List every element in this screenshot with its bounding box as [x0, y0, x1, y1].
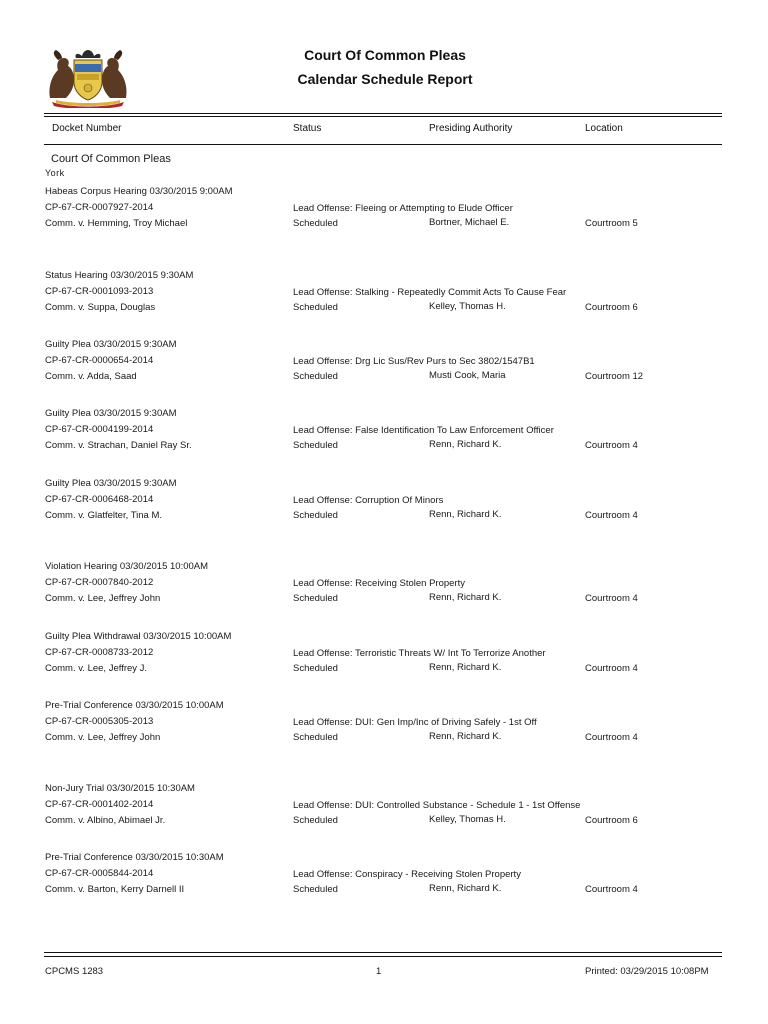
case-event: Guilty Plea 03/30/2015 9:30AM — [45, 478, 177, 489]
case-entry — [0, 186, 768, 246]
header-rule-top — [44, 113, 722, 114]
footer-page-number: 1 — [376, 966, 382, 977]
case-location: Courtroom 6 — [585, 302, 638, 313]
case-docket-number: CP-67-CR-0004199-2014 — [45, 424, 154, 435]
case-docket-number: CP-67-CR-0001402-2014 — [45, 799, 154, 810]
case-status: Scheduled — [293, 371, 338, 382]
case-docket-number: CP-67-CR-0000654-2014 — [45, 355, 154, 366]
case-event: Guilty Plea 03/30/2015 9:30AM — [45, 339, 177, 350]
case-lead-offense: Lead Offense: DUI: Gen Imp/Inc of Driving Safely - 1st Off — [293, 717, 537, 728]
case-presiding-authority: Renn, Richard K. — [429, 592, 502, 603]
case-parties: Comm. v. Lee, Jeffrey John — [45, 732, 161, 743]
footer-rule-bottom — [44, 956, 722, 957]
case-presiding-authority: Renn, Richard K. — [429, 509, 502, 520]
case-parties: Comm. v. Strachan, Daniel Ray Sr. — [45, 440, 192, 451]
case-event: Violation Hearing 03/30/2015 10:00AM — [45, 561, 209, 572]
header-rule-bottom — [44, 144, 722, 145]
case-entry — [0, 339, 768, 399]
case-parties: Comm. v. Lee, Jeffrey John — [45, 593, 161, 604]
case-parties: Comm. v. Albino, Abimael Jr. — [45, 815, 166, 826]
case-location: Courtroom 5 — [585, 218, 638, 229]
column-header-status: Status — [293, 123, 322, 134]
case-entry — [0, 561, 768, 621]
case-lead-offense: Lead Offense: Stalking - Repeatedly Commit Acts To Cause Fear — [293, 287, 567, 298]
case-location: Courtroom 4 — [585, 732, 638, 743]
case-status: Scheduled — [293, 218, 338, 229]
case-status: Scheduled — [293, 815, 338, 826]
case-lead-offense: Lead Offense: False Identification To Law Enforcement Officer — [293, 425, 554, 436]
case-lead-offense: Lead Offense: Drg Lic Sus/Rev Purs to Sec 3802/1547B1 — [293, 356, 535, 367]
case-status: Scheduled — [293, 302, 338, 313]
report-title: Calendar Schedule Report — [297, 71, 473, 87]
case-parties: Comm. v. Suppa, Douglas — [45, 302, 156, 313]
case-event: Non-Jury Trial 03/30/2015 10:30AM — [45, 783, 195, 794]
case-lead-offense: Lead Offense: Conspiracy - Receiving Stolen Property — [293, 869, 521, 880]
case-event: Guilty Plea 03/30/2015 9:30AM — [45, 408, 177, 419]
case-docket-number: CP-67-CR-0007927-2014 — [45, 202, 154, 213]
column-header-docket: Docket Number — [52, 123, 122, 134]
case-docket-number: CP-67-CR-0005305-2013 — [45, 716, 154, 727]
case-docket-number: CP-67-CR-0006468-2014 — [45, 494, 154, 505]
case-event: Habeas Corpus Hearing 03/30/2015 9:00AM — [45, 186, 233, 197]
case-status: Scheduled — [293, 884, 338, 895]
case-location: Courtroom 4 — [585, 663, 638, 674]
case-location: Courtroom 12 — [585, 371, 644, 382]
case-presiding-authority: Kelley, Thomas H. — [429, 814, 506, 825]
case-presiding-authority: Renn, Richard K. — [429, 731, 502, 742]
case-docket-number: CP-67-CR-0001093-2013 — [45, 286, 154, 297]
case-lead-offense: Lead Offense: Corruption Of Minors — [293, 495, 444, 506]
case-status: Scheduled — [293, 440, 338, 451]
case-lead-offense: Lead Offense: Receiving Stolen Property — [293, 578, 465, 589]
case-location: Courtroom 4 — [585, 593, 638, 604]
case-docket-number: CP-67-CR-0007840-2012 — [45, 577, 154, 588]
case-parties: Comm. v. Lee, Jeffrey J. — [45, 663, 148, 674]
case-status: Scheduled — [293, 510, 338, 521]
header-rule-top-2 — [44, 116, 722, 117]
case-entry — [0, 700, 768, 760]
footer-printed-timestamp: Printed: 03/29/2015 10:08PM — [585, 966, 709, 977]
case-entry — [0, 478, 768, 538]
case-location: Courtroom 4 — [585, 510, 638, 521]
case-lead-offense: Lead Offense: Terroristic Threats W/ Int To Terrorize Another — [293, 648, 546, 659]
case-event: Pre-Trial Conference 03/30/2015 10:00AM — [45, 700, 224, 711]
county-name: York — [45, 168, 65, 178]
case-entry — [0, 783, 768, 843]
case-presiding-authority: Kelley, Thomas H. — [429, 301, 506, 312]
column-header-location: Location — [585, 123, 623, 134]
report-court-title: Court Of Common Pleas — [304, 47, 466, 63]
case-docket-number: CP-67-CR-0008733-2012 — [45, 647, 154, 658]
footer-report-code: CPCMS 1283 — [45, 966, 104, 977]
case-status: Scheduled — [293, 663, 338, 674]
case-location: Courtroom 4 — [585, 884, 638, 895]
case-presiding-authority: Bortner, Michael E. — [429, 217, 510, 228]
case-location: Courtroom 6 — [585, 815, 638, 826]
case-status: Scheduled — [293, 732, 338, 743]
case-entry — [0, 852, 768, 912]
case-presiding-authority: Renn, Richard K. — [429, 883, 502, 894]
case-event: Guilty Plea Withdrawal 03/30/2015 10:00AM — [45, 631, 232, 642]
case-docket-number: CP-67-CR-0005844-2014 — [45, 868, 154, 879]
case-presiding-authority: Musti Cook, Maria — [429, 370, 506, 381]
case-entry — [0, 408, 768, 468]
case-parties: Comm. v. Glatfelter, Tina M. — [45, 510, 163, 521]
case-status: Scheduled — [293, 593, 338, 604]
case-lead-offense: Lead Offense: Fleeing or Attempting to Elude Officer — [293, 203, 513, 214]
case-parties: Comm. v. Adda, Saad — [45, 371, 137, 382]
case-event: Pre-Trial Conference 03/30/2015 10:30AM — [45, 852, 224, 863]
case-entry — [0, 270, 768, 330]
court-name: Court Of Common Pleas — [51, 153, 171, 165]
case-presiding-authority: Renn, Richard K. — [429, 439, 502, 450]
case-presiding-authority: Renn, Richard K. — [429, 662, 502, 673]
footer-rule-top — [44, 952, 722, 953]
case-event: Status Hearing 03/30/2015 9:30AM — [45, 270, 194, 281]
pennsylvania-seal-logo — [44, 46, 132, 108]
column-header-authority: Presiding Authority — [429, 123, 513, 134]
case-entry — [0, 631, 768, 691]
case-parties: Comm. v. Hemming, Troy Michael — [45, 218, 188, 229]
case-lead-offense: Lead Offense: DUI: Controlled Substance - Schedule 1 - 1st Offense — [293, 800, 581, 811]
case-location: Courtroom 4 — [585, 440, 638, 451]
case-parties: Comm. v. Barton, Kerry Darnell II — [45, 884, 185, 895]
